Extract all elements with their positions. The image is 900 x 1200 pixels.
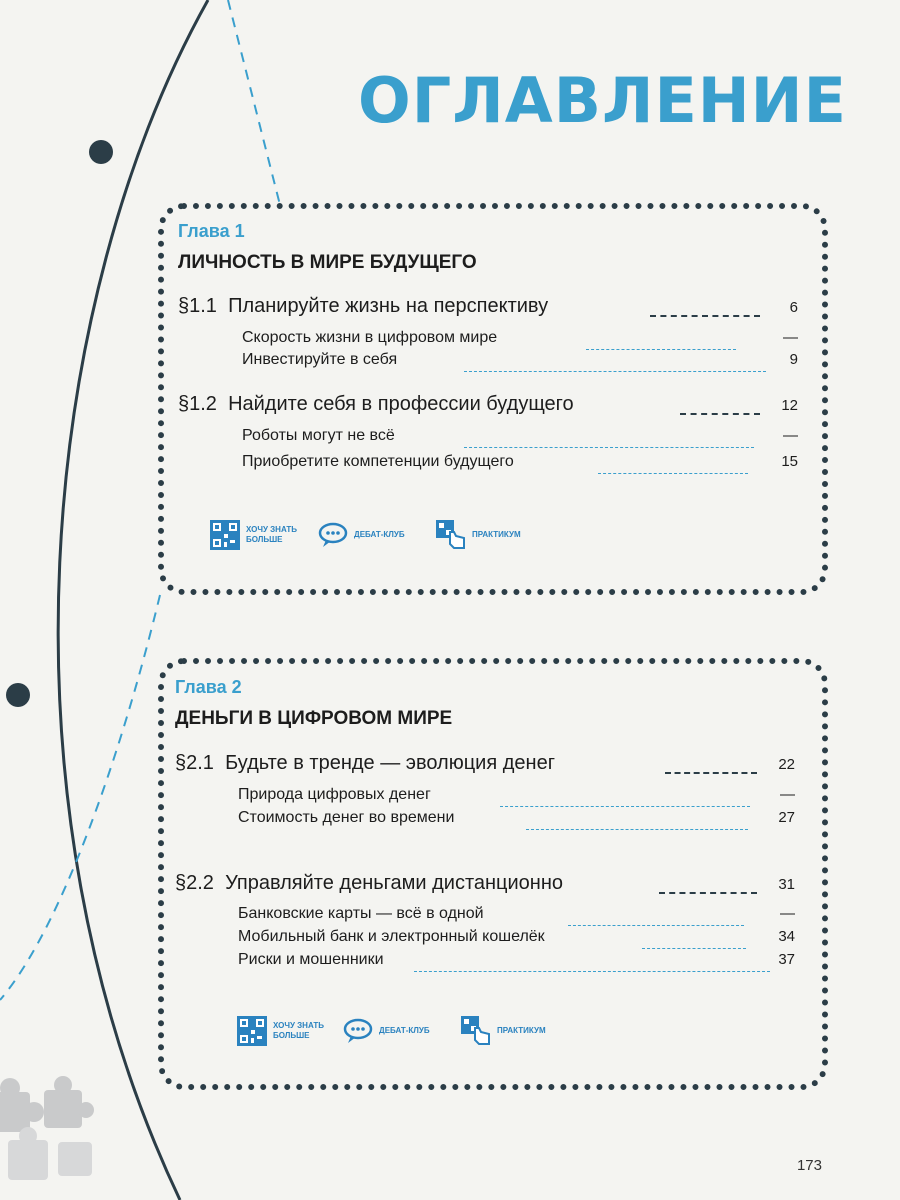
- icon-label: ХОЧУ ЗНАТЬ: [246, 525, 297, 534]
- section-title: Найдите себя в профессии будущего: [228, 393, 574, 415]
- qr-code-icon: [210, 520, 240, 550]
- section-number: §2.1: [175, 752, 214, 774]
- subsection-title: Мобильный банк и электронный кошелёк: [238, 928, 545, 945]
- dot-leader: [680, 387, 760, 415]
- dot-leader: [414, 945, 770, 972]
- icon-label: ПРАКТИКУМ: [472, 530, 521, 539]
- dot-leader: [464, 421, 754, 448]
- subsection-title: Приобретите компетенции будущего: [242, 453, 514, 470]
- icon-label: ДЕБАТ-КЛУБ: [354, 530, 405, 539]
- dot-leader: [659, 866, 757, 894]
- icon-label: БОЛЬШЕ: [246, 535, 283, 544]
- subsection-title: Банковские карты — всё в одной: [238, 905, 484, 922]
- chapter-1-title: ЛИЧНОСТЬ В МИРЕ БУДУЩЕГО: [178, 252, 477, 273]
- speech-bubble-icon: [318, 520, 348, 550]
- page-title: ОГЛАВЛЕНИЕ: [358, 64, 847, 137]
- page-ref: 27: [778, 809, 795, 826]
- toc-subsection[interactable]: [238, 951, 795, 977]
- subsection-title: Стоимость денег во времени: [238, 809, 455, 826]
- icon-label: БОЛЬШЕ: [273, 1031, 310, 1040]
- puzzle-pieces: [0, 1076, 94, 1180]
- subsection-title: Природа цифровых денег: [238, 786, 431, 803]
- subsection-title: Риски и мошенники: [238, 951, 384, 968]
- page-ref: —: [780, 905, 795, 922]
- section-title: Управляйте деньгами дистанционно: [225, 872, 564, 894]
- page-ref: 31: [778, 876, 795, 893]
- page-ref: —: [780, 786, 795, 803]
- toc-subsection[interactable]: [242, 453, 798, 479]
- chapter-2-title: ДЕНЬГИ В ЦИФРОВОМ МИРЕ: [175, 708, 453, 729]
- chapter-1-resources: [210, 520, 610, 550]
- orbit-dot-top: [89, 140, 113, 164]
- chapter-2-resources: [237, 1016, 637, 1046]
- page-ref: 34: [778, 928, 795, 945]
- icon-label: ХОЧУ ЗНАТЬ: [273, 1021, 324, 1030]
- toc-subsection[interactable]: [238, 809, 795, 835]
- section-title: Будьте в тренде — эволюция денег: [225, 752, 555, 774]
- qr-hand-icon: [436, 520, 466, 550]
- page-ref: 6: [789, 299, 798, 316]
- toc-section-1-1[interactable]: [178, 295, 798, 321]
- speech-bubble-icon: [343, 1016, 373, 1046]
- page-ref: 37: [778, 951, 795, 968]
- page-ref: —: [783, 427, 798, 444]
- icon-label: ПРАКТИКУМ: [497, 1026, 546, 1035]
- chapter-1-label: Глава 1: [178, 221, 245, 241]
- toc-section-2-1[interactable]: [175, 752, 795, 778]
- page-ref: 22: [778, 756, 795, 773]
- section-title: Планируйте жизнь на перспективу: [228, 295, 549, 317]
- dot-leader: [665, 746, 757, 774]
- section-number: §1.2: [178, 393, 217, 415]
- orbit-dot-middle: [6, 683, 30, 707]
- page-ref: 12: [781, 397, 798, 414]
- chapter-2-label: Глава 2: [175, 677, 242, 697]
- page-ref: 9: [789, 351, 798, 368]
- toc-section-1-2[interactable]: [178, 393, 798, 419]
- qr-code-icon: [237, 1016, 267, 1046]
- dot-leader: [464, 345, 766, 372]
- dot-leader: [650, 289, 760, 317]
- toc-subsection[interactable]: [242, 351, 798, 377]
- page-ref: 15: [781, 453, 798, 470]
- icon-label: ДЕБАТ-КЛУБ: [379, 1026, 430, 1035]
- section-number: §1.1: [178, 295, 217, 317]
- toc-section-2-2[interactable]: [175, 872, 795, 898]
- dot-leader: [598, 447, 748, 474]
- subsection-title: Роботы могут не всё: [242, 427, 395, 444]
- subsection-title: Скорость жизни в цифровом мире: [242, 329, 498, 346]
- page-number: 173: [796, 1157, 822, 1174]
- dot-leader: [526, 803, 748, 830]
- page-ref: —: [783, 329, 798, 346]
- qr-hand-icon: [461, 1016, 491, 1046]
- section-number: §2.2: [175, 872, 214, 894]
- subsection-title: Инвестируйте в себя: [242, 351, 398, 368]
